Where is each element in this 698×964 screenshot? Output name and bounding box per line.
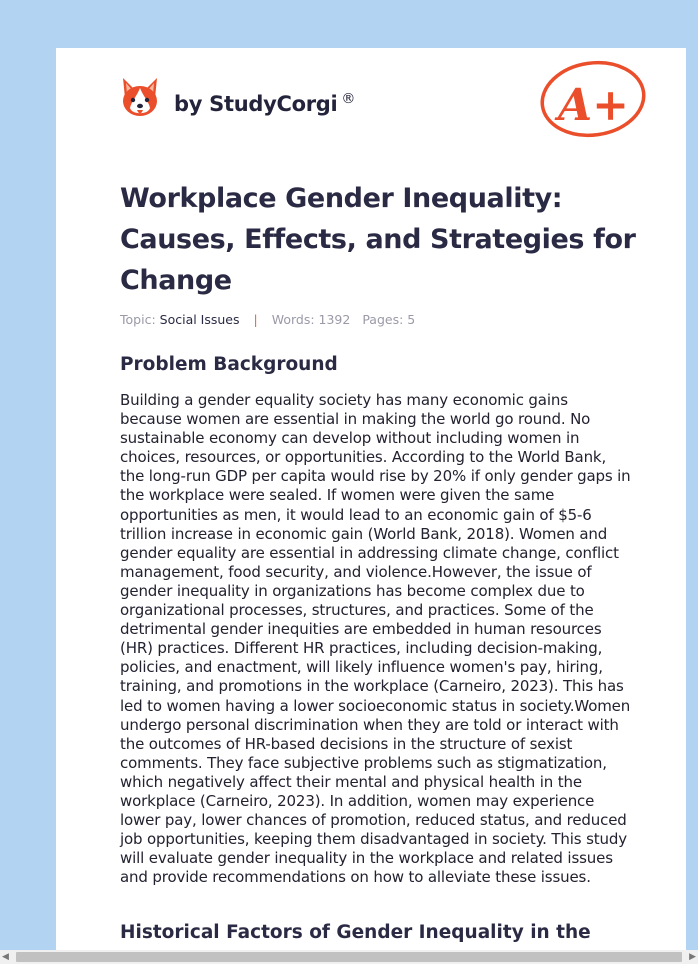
document-meta xyxy=(120,312,415,327)
page-count: Pages: 5 xyxy=(362,312,416,327)
topic-link[interactable]: Social Issues xyxy=(159,312,240,327)
studycorgi-logo[interactable] xyxy=(120,76,355,120)
scroll-left-icon[interactable]: ◀ xyxy=(2,952,9,962)
section-body-problem-background: Building a gender equality society has many economic gains because women are essential in making the world go round. No sustainable economy can develop without including women in choices, resources, or opportunities. According to the World Bank, the long-run GDP per capita would rise by 20% if only gender gaps in the workplace were sealed. If women were given the same opportunities as men, it would lead to an economic gain of $5-6 trillion increase in economic gain (World Bank, 2018). Women and gender equality are essential in addressing climate change, conflict management, food security, and violence.However, the issue of gender inequality in organizations has become complex due to organizational processes, structures, and practices. Some of the detrimental gender inequities are embedded in human resources (HR) practices. Different HR practices, including decision-making, policies, and enactment, will likely influence women's pay, hiring, training, and promotions in the workplace (Carneiro, 2023). This has led to women having a lower socioeconomic status in society.Women undergo personal discrimination when they are told or interact with the outcomes of HR-based decisions in the structure of sexist comments. They face subjective problems such as stigmatization, which negatively affect their mental and physical health in the workplace (Carneiro, 2023). In addition, women may experience lower pay, lower chances of promotion, reduced status, and reduced job opportunities, keeping them disadvantaged in society. This study will evaluate gender inequality in the workplace and related issues and provide recommendations on how to alleviate these issues. xyxy=(120,391,631,887)
section-heading-problem-background: Problem Background xyxy=(120,354,338,375)
topic-label: Topic: xyxy=(120,312,156,327)
section-heading-historical-factors: Historical Factors of Gender Inequality in the xyxy=(120,922,591,943)
scrollbar-thumb[interactable] xyxy=(16,952,682,962)
grade-text: A+ xyxy=(558,80,630,131)
scroll-right-icon[interactable]: ▶ xyxy=(689,952,696,962)
horizontal-scrollbar[interactable] xyxy=(0,950,698,964)
brand-name: by StudyCorgi ® xyxy=(174,90,356,116)
meta-separator: | xyxy=(253,312,258,327)
page-title: Workplace Gender Inequality: Causes, Effects, and Strategies for Change xyxy=(120,183,636,296)
registered-mark: ® xyxy=(341,90,356,107)
word-count: Words: 1392 xyxy=(271,312,351,327)
corgi-icon xyxy=(120,76,160,120)
document-page xyxy=(56,48,686,950)
a-plus-grade-icon xyxy=(538,58,650,142)
